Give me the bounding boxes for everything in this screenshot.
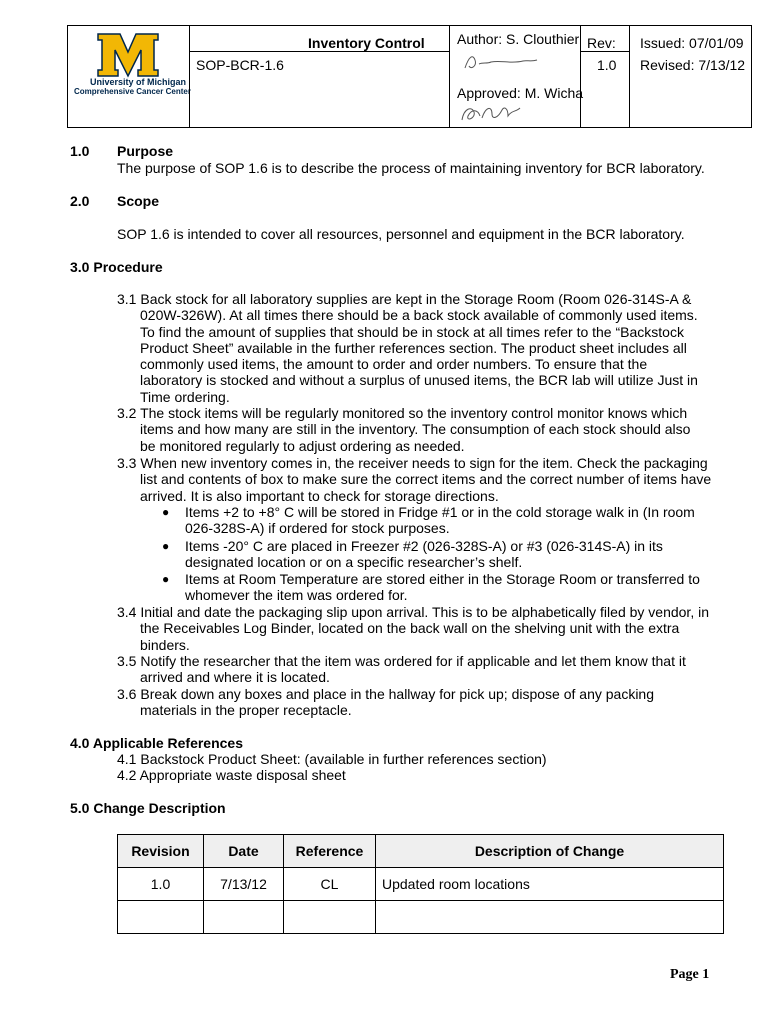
- document-title: Inventory Control: [308, 35, 425, 51]
- procedure-line: 3.4 Initial and date the packaging slip upon arrival. This is to be alphabetically filed by vendor, in: [117, 604, 709, 620]
- storage-bullet-fridge: [185, 504, 770, 537]
- bullet-line: whomever the item was ordered for.: [185, 587, 408, 604]
- column-header-date: Date: [204, 835, 284, 868]
- cell-reference: CL: [284, 868, 376, 901]
- org-name-line1: University of Michigan: [89, 77, 187, 87]
- rev-value: 1.0: [597, 57, 617, 73]
- procedure-heading: 3.0 Procedure: [70, 259, 163, 275]
- reference-item: 4.1 Backstock Product Sheet: (available in further references section): [117, 751, 547, 767]
- bullet-line: 026-328S-A) if ordered for stock purposes.: [185, 520, 450, 537]
- bullet-line: Items +2 to +8° C will be stored in Fridge #1 or in the cold storage walk in (In room: [185, 504, 695, 520]
- page-number: Page 1: [670, 967, 710, 982]
- bullet-line: Items -20° C are placed in Freezer #2 (026-328S-A) or #3 (026-314S-A) in its: [185, 538, 663, 554]
- change-table: [117, 834, 724, 934]
- procedure-line: 3.1 Back stock for all laboratory supplies are kept in the Storage Room (Room 026-314S-A &: [117, 291, 692, 307]
- references-heading: 4.0 Applicable References: [70, 735, 244, 751]
- procedure-line: binders.: [140, 636, 190, 653]
- procedure-line: arrived. It is also important to check for storage directions.: [140, 487, 499, 504]
- cell-description: Updated room locations: [376, 868, 724, 901]
- procedure-line: 3.3 When new inventory comes in, the receiver needs to sign for the item. Check the packaging: [117, 455, 708, 471]
- procedure-line: be monitored regularly to adjust ordering as needed.: [140, 437, 465, 454]
- purpose-number: 1.0: [70, 143, 90, 159]
- cell-empty: [284, 901, 376, 934]
- procedure-line: To find the amount of supplies that should be in stock at all times refer to the “Backstock: [140, 323, 684, 340]
- procedure-line: 3.5 Notify the researcher that the item was ordered for if applicable and let them know that it: [117, 653, 686, 669]
- issued-date: Issued: 07/01/09: [640, 35, 744, 51]
- procedure-line: 3.2 The stock items will be regularly monitored so the inventory control monitor knows which: [117, 405, 688, 421]
- purpose-text: The purpose of SOP 1.6 is to describe the process of maintaining inventory for BCR laboratory.: [117, 160, 705, 176]
- scope-text: SOP 1.6 is intended to cover all resources, personnel and equipment in the BCR laboratory.: [117, 226, 685, 242]
- procedure-line: commonly used items, the amount to order and order numbers. To ensure that the: [140, 356, 648, 373]
- scope-number: 2.0: [70, 193, 90, 209]
- procedure-line: the Receivables Log Binder, located on the back wall on the shelving unit with the extra: [140, 620, 680, 637]
- author-text: Author: S. Clouthier: [457, 31, 580, 47]
- cell-date: 7/13/12: [204, 868, 284, 901]
- cell-empty: [204, 901, 284, 934]
- cell-empty: [118, 901, 204, 934]
- reference-item: 4.2 Appropriate waste disposal sheet: [117, 767, 346, 783]
- procedure-line: 020W-326W). At all times there should be a back stock available of commonly used items.: [140, 307, 698, 324]
- procedure-line: 3.6 Break down any boxes and place in the hallway for pick up; dispose of any packing: [117, 686, 654, 702]
- column-header-revision: Revision: [118, 835, 204, 868]
- procedure-step-3-6: [117, 686, 717, 719]
- approver-signature-icon: [458, 102, 528, 126]
- bullet-icon: ●: [162, 505, 170, 519]
- procedure-step-3-3: [117, 455, 717, 504]
- procedure-line: laboratory is stocked and without a surplus of unused items, the BCR lab will utilize Just in: [140, 372, 698, 389]
- bullet-icon: ●: [162, 572, 170, 586]
- procedure-step-3-5: [117, 653, 717, 686]
- table-row: [118, 901, 724, 934]
- bullet-line: designated location or on a specific researcher’s shelf.: [185, 554, 523, 571]
- storage-bullet-freezer: [185, 538, 770, 571]
- author-signature-icon: [461, 52, 541, 74]
- document-header: [67, 25, 752, 128]
- approved-text: Approved: M. Wicha: [457, 85, 584, 101]
- procedure-line: items and how many are still in the inventory. The consumption of each stock should also: [140, 421, 691, 438]
- storage-bullet-room-temp: [185, 571, 770, 604]
- cell-revision: 1.0: [118, 868, 204, 901]
- table-header-row: [118, 835, 724, 868]
- table-row: [118, 868, 724, 901]
- procedure-line: materials in the proper receptacle.: [140, 702, 352, 719]
- procedure-step-3-4: [117, 604, 717, 653]
- procedure-step-3-2: [117, 405, 717, 454]
- procedure-step-3-1: [117, 291, 717, 405]
- procedure-line: arrived and where it is located.: [140, 669, 330, 686]
- change-heading: 5.0 Change Description: [70, 800, 226, 816]
- bullet-line: Items at Room Temperature are stored either in the Storage Room or transferred to: [185, 571, 700, 587]
- purpose-heading: Purpose: [117, 143, 174, 159]
- org-name-line2: Comprehensive Cancer Center: [74, 87, 191, 96]
- revised-date: Revised: 7/13/12: [640, 57, 746, 73]
- procedure-line: Time ordering.: [140, 388, 230, 405]
- column-header-description: Description of Change: [376, 835, 724, 868]
- procedure-line: list and contents of box to make sure the correct items and the correct number of items have: [140, 471, 712, 488]
- cell-empty: [376, 901, 724, 934]
- bullet-icon: ●: [162, 539, 170, 553]
- column-header-reference: Reference: [284, 835, 376, 868]
- scope-heading: Scope: [117, 193, 160, 209]
- procedure-line: Product Sheet” available in the further references section. The product sheet includes all: [140, 339, 687, 356]
- rev-label: Rev:: [587, 35, 616, 51]
- document-id: SOP-BCR-1.6: [196, 57, 284, 73]
- university-logo: [68, 26, 189, 127]
